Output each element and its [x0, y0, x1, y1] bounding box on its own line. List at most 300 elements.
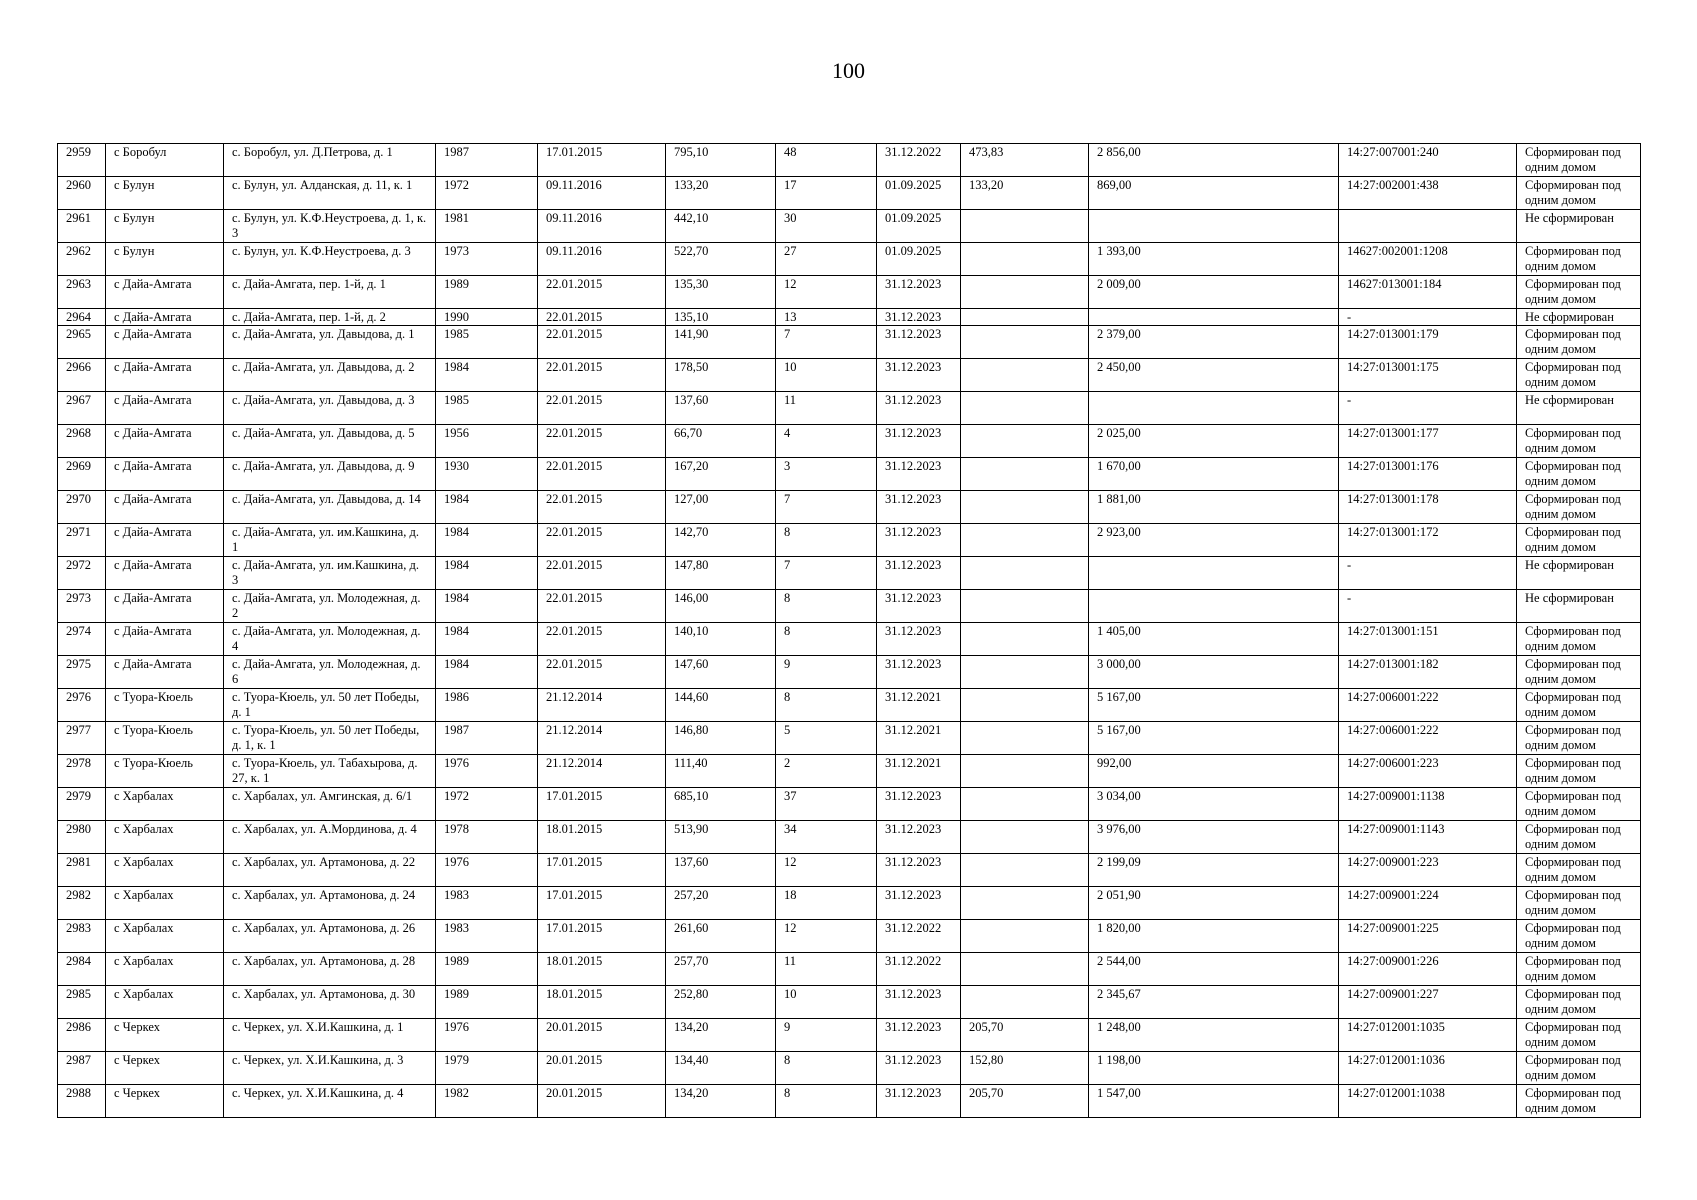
- cell-cost: 5 167,00: [1089, 722, 1339, 755]
- cell-status: Сформирован под одним домом: [1517, 524, 1641, 557]
- cell-settlement: с Булун: [106, 177, 224, 210]
- cell-area: 178,50: [666, 359, 776, 392]
- cell-status: Не сформирован: [1517, 309, 1641, 326]
- cell-date: 22.01.2015: [538, 557, 666, 590]
- cell-address: с. Дайа-Амгата, ул. Давыдова, д. 9: [224, 458, 436, 491]
- cell-status: Сформирован под одним домом: [1517, 953, 1641, 986]
- cell-row-number: 2967: [58, 392, 106, 425]
- cell-settlement: с Дайа-Амгата: [106, 392, 224, 425]
- cell-address: с. Харбалах, ул. Артамонова, д. 22: [224, 854, 436, 887]
- cell-cadastral-number: 14:27:013001:172: [1339, 524, 1517, 557]
- table-row: [58, 689, 1641, 722]
- cell-cost: [1089, 590, 1339, 623]
- cell-residents: 12: [776, 854, 877, 887]
- cell-area-2: [961, 524, 1089, 557]
- cell-year-built: 1987: [436, 144, 538, 177]
- cell-settlement: с Дайа-Амгата: [106, 359, 224, 392]
- cell-settlement: с Дайа-Амгата: [106, 524, 224, 557]
- cell-address: с. Дайа-Амгата, ул. Давыдова, д. 3: [224, 392, 436, 425]
- cell-deadline: 31.12.2023: [877, 623, 961, 656]
- cell-date: 17.01.2015: [538, 854, 666, 887]
- cell-residents: 17: [776, 177, 877, 210]
- cell-date: 21.12.2014: [538, 689, 666, 722]
- table-row: [58, 1085, 1641, 1118]
- cell-status: Сформирован под одним домом: [1517, 243, 1641, 276]
- cell-row-number: 2962: [58, 243, 106, 276]
- cell-row-number: 2974: [58, 623, 106, 656]
- cell-settlement: с Харбалах: [106, 821, 224, 854]
- cell-area: 257,70: [666, 953, 776, 986]
- table-row: [58, 210, 1641, 243]
- cell-address: с. Харбалах, ул. А.Мординова, д. 4: [224, 821, 436, 854]
- cell-row-number: 2965: [58, 326, 106, 359]
- cell-status: Сформирован под одним домом: [1517, 986, 1641, 1019]
- cell-address: с. Булун, ул. К.Ф.Неустроева, д. 3: [224, 243, 436, 276]
- cell-deadline: 01.09.2025: [877, 243, 961, 276]
- cell-address: с. Харбалах, ул. Артамонова, д. 28: [224, 953, 436, 986]
- table-row: [58, 309, 1641, 326]
- cell-cost: 3 000,00: [1089, 656, 1339, 689]
- table-row: [58, 425, 1641, 458]
- cell-cost: 869,00: [1089, 177, 1339, 210]
- cell-status: Сформирован под одним домом: [1517, 425, 1641, 458]
- table-row: [58, 755, 1641, 788]
- cell-year-built: 1989: [436, 986, 538, 1019]
- cell-area-2: 205,70: [961, 1019, 1089, 1052]
- cell-date: 22.01.2015: [538, 326, 666, 359]
- cell-settlement: с Туора-Кюель: [106, 755, 224, 788]
- cell-year-built: 1984: [436, 590, 538, 623]
- cell-row-number: 2961: [58, 210, 106, 243]
- cell-deadline: 31.12.2023: [877, 986, 961, 1019]
- cell-cadastral-number: 14:27:009001:223: [1339, 854, 1517, 887]
- cell-area-2: [961, 491, 1089, 524]
- cell-row-number: 2988: [58, 1085, 106, 1118]
- cell-cadastral-number: 14:27:012001:1036: [1339, 1052, 1517, 1085]
- cell-date: 18.01.2015: [538, 953, 666, 986]
- cell-deadline: 31.12.2023: [877, 276, 961, 309]
- cell-cadastral-number: 14:27:006001:222: [1339, 722, 1517, 755]
- cell-date: 22.01.2015: [538, 425, 666, 458]
- cell-status: Сформирован под одним домом: [1517, 623, 1641, 656]
- cell-deadline: 31.12.2023: [877, 656, 961, 689]
- cell-residents: 10: [776, 986, 877, 1019]
- table-row: [58, 557, 1641, 590]
- cell-residents: 2: [776, 755, 877, 788]
- cell-date: 21.12.2014: [538, 722, 666, 755]
- cell-cadastral-number: 14627:002001:1208: [1339, 243, 1517, 276]
- cell-address: с. Дайа-Амгата, пер. 1-й, д. 1: [224, 276, 436, 309]
- cell-area: 147,80: [666, 557, 776, 590]
- cell-area: 111,40: [666, 755, 776, 788]
- cell-area: 134,40: [666, 1052, 776, 1085]
- cell-area: 137,60: [666, 854, 776, 887]
- cell-date: 22.01.2015: [538, 524, 666, 557]
- cell-area-2: [961, 243, 1089, 276]
- cell-status: Сформирован под одним домом: [1517, 821, 1641, 854]
- cell-deadline: 31.12.2023: [877, 854, 961, 887]
- cell-area: 146,80: [666, 722, 776, 755]
- cell-address: с. Дайа-Амгата, ул. им.Кашкина, д. 3: [224, 557, 436, 590]
- cell-address: с. Дайа-Амгата, ул. Молодежная, д. 4: [224, 623, 436, 656]
- cell-residents: 37: [776, 788, 877, 821]
- cell-status: Не сформирован: [1517, 590, 1641, 623]
- cell-area-2: [961, 788, 1089, 821]
- cell-area: 147,60: [666, 656, 776, 689]
- cell-area: 134,20: [666, 1019, 776, 1052]
- cell-cost: 2 450,00: [1089, 359, 1339, 392]
- cell-address: с. Туора-Кюель, ул. 50 лет Победы, д. 1, к. 1: [224, 722, 436, 755]
- cell-date: 22.01.2015: [538, 656, 666, 689]
- cell-row-number: 2980: [58, 821, 106, 854]
- table-row: [58, 722, 1641, 755]
- cell-cost: 992,00: [1089, 755, 1339, 788]
- cell-row-number: 2977: [58, 722, 106, 755]
- cell-deadline: 31.12.2021: [877, 755, 961, 788]
- table-row: [58, 1019, 1641, 1052]
- cell-deadline: 31.12.2021: [877, 722, 961, 755]
- cell-area: 167,20: [666, 458, 776, 491]
- cell-row-number: 2968: [58, 425, 106, 458]
- cell-row-number: 2970: [58, 491, 106, 524]
- cell-residents: 9: [776, 1019, 877, 1052]
- cell-cadastral-number: 14:27:013001:179: [1339, 326, 1517, 359]
- cell-cost: [1089, 392, 1339, 425]
- cell-deadline: 31.12.2023: [877, 392, 961, 425]
- cell-settlement: с Туора-Кюель: [106, 689, 224, 722]
- cell-settlement: с Дайа-Амгата: [106, 458, 224, 491]
- cell-deadline: 31.12.2023: [877, 590, 961, 623]
- cell-cadastral-number: 14:27:002001:438: [1339, 177, 1517, 210]
- cell-deadline: 31.12.2023: [877, 425, 961, 458]
- table-row: [58, 986, 1641, 1019]
- cell-year-built: 1984: [436, 491, 538, 524]
- cell-row-number: 2971: [58, 524, 106, 557]
- cell-date: 21.12.2014: [538, 755, 666, 788]
- cell-date: 18.01.2015: [538, 986, 666, 1019]
- cell-cadastral-number: 14627:013001:184: [1339, 276, 1517, 309]
- cell-status: Сформирован под одним домом: [1517, 359, 1641, 392]
- cell-cadastral-number: 14:27:006001:223: [1339, 755, 1517, 788]
- cell-settlement: с Булун: [106, 243, 224, 276]
- cell-deadline: 01.09.2025: [877, 210, 961, 243]
- table-row: [58, 491, 1641, 524]
- cell-residents: 8: [776, 524, 877, 557]
- cell-date: 22.01.2015: [538, 392, 666, 425]
- cell-status: Сформирован под одним домом: [1517, 755, 1641, 788]
- cell-residents: 12: [776, 276, 877, 309]
- table-row: [58, 392, 1641, 425]
- cell-deadline: 31.12.2021: [877, 689, 961, 722]
- cell-cost: 2 544,00: [1089, 953, 1339, 986]
- cell-residents: 8: [776, 1052, 877, 1085]
- cell-residents: 30: [776, 210, 877, 243]
- cell-cost: 1 405,00: [1089, 623, 1339, 656]
- cell-date: 22.01.2015: [538, 276, 666, 309]
- table-row: [58, 821, 1641, 854]
- table-row: [58, 854, 1641, 887]
- cell-year-built: 1972: [436, 788, 538, 821]
- cell-area-2: [961, 953, 1089, 986]
- cell-area: 522,70: [666, 243, 776, 276]
- cell-status: Не сформирован: [1517, 392, 1641, 425]
- cell-address: с. Дайа-Амгата, ул. Давыдова, д. 5: [224, 425, 436, 458]
- cell-residents: 11: [776, 953, 877, 986]
- cell-address: с. Черкех, ул. Х.И.Кашкина, д. 1: [224, 1019, 436, 1052]
- table-row: [58, 1052, 1641, 1085]
- cell-area: 257,20: [666, 887, 776, 920]
- cell-area-2: [961, 458, 1089, 491]
- cell-area-2: 205,70: [961, 1085, 1089, 1118]
- cell-year-built: 1956: [436, 425, 538, 458]
- cell-cadastral-number: 14:27:013001:175: [1339, 359, 1517, 392]
- cell-residents: 34: [776, 821, 877, 854]
- cell-cadastral-number: 14:27:013001:177: [1339, 425, 1517, 458]
- cell-settlement: с Дайа-Амгата: [106, 491, 224, 524]
- cell-settlement: с Дайа-Амгата: [106, 656, 224, 689]
- cell-address: с. Харбалах, ул. Артамонова, д. 30: [224, 986, 436, 1019]
- cell-deadline: 31.12.2023: [877, 359, 961, 392]
- cell-address: с. Харбалах, ул. Артамонова, д. 26: [224, 920, 436, 953]
- cell-date: 20.01.2015: [538, 1085, 666, 1118]
- cell-residents: 9: [776, 656, 877, 689]
- cell-address: с. Дайа-Амгата, ул. Давыдова, д. 1: [224, 326, 436, 359]
- cell-status: Сформирован под одним домом: [1517, 920, 1641, 953]
- cell-area-2: [961, 887, 1089, 920]
- cell-area-2: [961, 590, 1089, 623]
- cell-settlement: с Черкех: [106, 1085, 224, 1118]
- cell-year-built: 1983: [436, 920, 538, 953]
- cell-area: 261,60: [666, 920, 776, 953]
- cell-year-built: 1930: [436, 458, 538, 491]
- cell-area-2: [961, 755, 1089, 788]
- cell-row-number: 2966: [58, 359, 106, 392]
- cell-address: с. Дайа-Амгата, пер. 1-й, д. 2: [224, 309, 436, 326]
- cell-cost: 1 198,00: [1089, 1052, 1339, 1085]
- cell-date: 22.01.2015: [538, 359, 666, 392]
- cell-date: 22.01.2015: [538, 590, 666, 623]
- table-row: [58, 887, 1641, 920]
- cell-settlement: с Дайа-Амгата: [106, 557, 224, 590]
- cell-cost: [1089, 557, 1339, 590]
- cell-status: Сформирован под одним домом: [1517, 326, 1641, 359]
- cell-deadline: 31.12.2022: [877, 144, 961, 177]
- cell-area-2: 133,20: [961, 177, 1089, 210]
- cell-status: Сформирован под одним домом: [1517, 491, 1641, 524]
- cell-area: 442,10: [666, 210, 776, 243]
- cell-settlement: с Черкех: [106, 1052, 224, 1085]
- cell-year-built: 1990: [436, 309, 538, 326]
- cell-date: 17.01.2015: [538, 887, 666, 920]
- cell-status: Не сформирован: [1517, 557, 1641, 590]
- cell-year-built: 1979: [436, 1052, 538, 1085]
- cell-cadastral-number: 14:27:009001:224: [1339, 887, 1517, 920]
- cell-cost: 2 009,00: [1089, 276, 1339, 309]
- cell-cadastral-number: 14:27:013001:182: [1339, 656, 1517, 689]
- table-row: [58, 656, 1641, 689]
- cell-cost: 2 345,67: [1089, 986, 1339, 1019]
- cell-settlement: с Харбалах: [106, 788, 224, 821]
- cell-deadline: 01.09.2025: [877, 177, 961, 210]
- cell-area: 140,10: [666, 623, 776, 656]
- table-row: [58, 458, 1641, 491]
- cell-cadastral-number: [1339, 210, 1517, 243]
- cell-cost: 3 976,00: [1089, 821, 1339, 854]
- cell-year-built: 1986: [436, 689, 538, 722]
- cell-area-2: [961, 425, 1089, 458]
- cell-address: с. Харбалах, ул. Амгинская, д. 6/1: [224, 788, 436, 821]
- cell-status: Сформирован под одним домом: [1517, 1052, 1641, 1085]
- cell-deadline: 31.12.2023: [877, 821, 961, 854]
- cell-deadline: 31.12.2023: [877, 326, 961, 359]
- cell-residents: 4: [776, 425, 877, 458]
- page-number: 100: [832, 58, 865, 83]
- cell-settlement: с Харбалах: [106, 854, 224, 887]
- cell-cost: 2 025,00: [1089, 425, 1339, 458]
- cell-date: 09.11.2016: [538, 177, 666, 210]
- cell-address: с. Дайа-Амгата, ул. Молодежная, д. 2: [224, 590, 436, 623]
- cell-year-built: 1976: [436, 1019, 538, 1052]
- cell-residents: 8: [776, 623, 877, 656]
- cell-status: Сформирован под одним домом: [1517, 177, 1641, 210]
- cell-residents: 7: [776, 326, 877, 359]
- cell-row-number: 2972: [58, 557, 106, 590]
- housing-registry-table: [57, 143, 1641, 1118]
- cell-address: с. Черкех, ул. Х.И.Кашкина, д. 4: [224, 1085, 436, 1118]
- cell-settlement: с Харбалах: [106, 953, 224, 986]
- cell-settlement: с Дайа-Амгата: [106, 326, 224, 359]
- cell-cost: 1 820,00: [1089, 920, 1339, 953]
- cell-cadastral-number: -: [1339, 557, 1517, 590]
- cell-area: 146,00: [666, 590, 776, 623]
- cell-area: 133,20: [666, 177, 776, 210]
- cell-area-2: [961, 722, 1089, 755]
- cell-residents: 7: [776, 557, 877, 590]
- cell-area: 134,20: [666, 1085, 776, 1118]
- cell-year-built: 1982: [436, 1085, 538, 1118]
- cell-address: с. Дайа-Амгата, ул. Давыдова, д. 14: [224, 491, 436, 524]
- cell-status: Сформирован под одним домом: [1517, 144, 1641, 177]
- cell-row-number: 2975: [58, 656, 106, 689]
- cell-address: с. Харбалах, ул. Артамонова, д. 24: [224, 887, 436, 920]
- cell-cadastral-number: -: [1339, 590, 1517, 623]
- cell-cadastral-number: -: [1339, 392, 1517, 425]
- cell-cadastral-number: 14:27:013001:151: [1339, 623, 1517, 656]
- cell-cost: 2 051,90: [1089, 887, 1339, 920]
- table-row: [58, 276, 1641, 309]
- cell-row-number: 2963: [58, 276, 106, 309]
- cell-row-number: 2986: [58, 1019, 106, 1052]
- cell-area-2: 152,80: [961, 1052, 1089, 1085]
- cell-status: Сформирован под одним домом: [1517, 788, 1641, 821]
- cell-cost: 1 248,00: [1089, 1019, 1339, 1052]
- cell-area: 137,60: [666, 392, 776, 425]
- cell-status: Сформирован под одним домом: [1517, 887, 1641, 920]
- cell-row-number: 2964: [58, 309, 106, 326]
- cell-cost: 1 881,00: [1089, 491, 1339, 524]
- cell-cadastral-number: 14:27:007001:240: [1339, 144, 1517, 177]
- cell-residents: 8: [776, 689, 877, 722]
- table-row: [58, 144, 1641, 177]
- cell-area-2: [961, 359, 1089, 392]
- cell-residents: 7: [776, 491, 877, 524]
- cell-residents: 5: [776, 722, 877, 755]
- cell-area-2: [961, 821, 1089, 854]
- cell-cadastral-number: 14:27:009001:227: [1339, 986, 1517, 1019]
- cell-date: 17.01.2015: [538, 788, 666, 821]
- cell-settlement: с Туора-Кюель: [106, 722, 224, 755]
- cell-area-2: [961, 689, 1089, 722]
- cell-row-number: 2976: [58, 689, 106, 722]
- cell-area-2: [961, 557, 1089, 590]
- cell-settlement: с Харбалах: [106, 986, 224, 1019]
- cell-settlement: с Дайа-Амгата: [106, 623, 224, 656]
- cell-area-2: [961, 392, 1089, 425]
- cell-status: Сформирован под одним домом: [1517, 722, 1641, 755]
- table-row: [58, 953, 1641, 986]
- cell-year-built: 1985: [436, 326, 538, 359]
- table-row: [58, 590, 1641, 623]
- cell-year-built: 1984: [436, 359, 538, 392]
- cell-cost: 2 856,00: [1089, 144, 1339, 177]
- cell-settlement: с Харбалах: [106, 887, 224, 920]
- cell-year-built: 1983: [436, 887, 538, 920]
- cell-area-2: [961, 986, 1089, 1019]
- cell-cadastral-number: 14:27:013001:176: [1339, 458, 1517, 491]
- cell-year-built: 1989: [436, 276, 538, 309]
- cell-year-built: 1985: [436, 392, 538, 425]
- cell-address: с. Дайа-Амгата, ул. Давыдова, д. 2: [224, 359, 436, 392]
- cell-address: с. Боробул, ул. Д.Петрова, д. 1: [224, 144, 436, 177]
- cell-date: 20.01.2015: [538, 1052, 666, 1085]
- cell-year-built: 1976: [436, 854, 538, 887]
- cell-status: Сформирован под одним домом: [1517, 656, 1641, 689]
- cell-date: 09.11.2016: [538, 243, 666, 276]
- cell-address: с. Булун, ул. К.Ф.Неустроева, д. 1, к. 3: [224, 210, 436, 243]
- cell-area-2: [961, 656, 1089, 689]
- cell-deadline: 31.12.2023: [877, 788, 961, 821]
- cell-deadline: 31.12.2022: [877, 953, 961, 986]
- cell-area: 685,10: [666, 788, 776, 821]
- table-row: [58, 326, 1641, 359]
- cell-settlement: с Булун: [106, 210, 224, 243]
- cell-year-built: 1978: [436, 821, 538, 854]
- table-row: [58, 177, 1641, 210]
- cell-address: с. Дайа-Амгата, ул. им.Кашкина, д. 1: [224, 524, 436, 557]
- table-row: [58, 623, 1641, 656]
- cell-area: 142,70: [666, 524, 776, 557]
- cell-cost: 3 034,00: [1089, 788, 1339, 821]
- cell-settlement: с Дайа-Амгата: [106, 309, 224, 326]
- cell-row-number: 2982: [58, 887, 106, 920]
- cell-cadastral-number: 14:27:013001:178: [1339, 491, 1517, 524]
- cell-year-built: 1984: [436, 524, 538, 557]
- cell-cost: 2 199,09: [1089, 854, 1339, 887]
- table-row: [58, 243, 1641, 276]
- cell-area: 135,10: [666, 309, 776, 326]
- table-row: [58, 788, 1641, 821]
- cell-deadline: 31.12.2023: [877, 557, 961, 590]
- cell-area-2: [961, 309, 1089, 326]
- cell-status: Сформирован под одним домом: [1517, 689, 1641, 722]
- cell-date: 22.01.2015: [538, 309, 666, 326]
- cell-area-2: [961, 920, 1089, 953]
- cell-cost: 1 670,00: [1089, 458, 1339, 491]
- cell-deadline: 31.12.2023: [877, 1052, 961, 1085]
- cell-deadline: 31.12.2023: [877, 1085, 961, 1118]
- cell-status: Сформирован под одним домом: [1517, 276, 1641, 309]
- cell-year-built: 1976: [436, 755, 538, 788]
